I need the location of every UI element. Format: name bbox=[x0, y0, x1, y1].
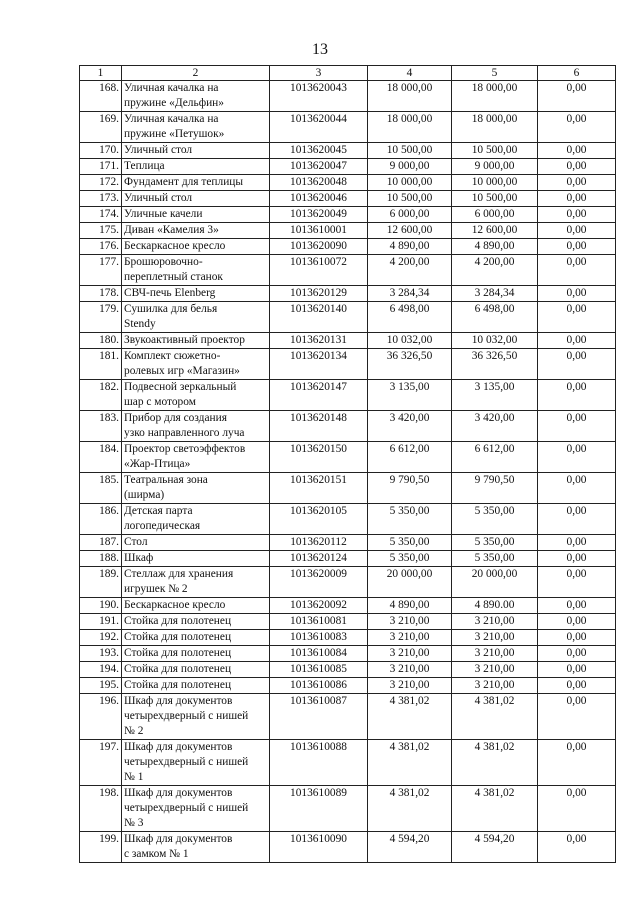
row-number: 175. bbox=[80, 223, 122, 239]
balance-value: 4 381,02 bbox=[368, 786, 452, 832]
item-name-line: Стеллаж для хранения bbox=[124, 568, 234, 580]
item-name bbox=[122, 614, 270, 630]
residual-value: 0,00 bbox=[538, 239, 616, 255]
balance-value: 10 032,00 bbox=[368, 333, 452, 349]
item-name-line: Уличные качели bbox=[124, 208, 203, 220]
item-name-line: № 3 bbox=[124, 817, 144, 829]
column-number-1: 1 bbox=[80, 66, 122, 81]
inventory-code: 1013610001 bbox=[270, 223, 368, 239]
item-name bbox=[122, 333, 270, 349]
table-row bbox=[80, 678, 616, 694]
item-name-line: Звукоактивный проектор bbox=[124, 334, 245, 346]
balance-value: 3 135,00 bbox=[368, 380, 452, 411]
item-name-line: пружине «Дельфин» bbox=[124, 97, 224, 109]
item-name-line: Шкаф для документов bbox=[124, 833, 233, 845]
balance-value: 5 350,00 bbox=[368, 504, 452, 535]
balance-value: 18 000,00 bbox=[368, 81, 452, 112]
inventory-code: 1013620151 bbox=[270, 473, 368, 504]
item-name bbox=[122, 223, 270, 239]
inventory-code: 1013610089 bbox=[270, 786, 368, 832]
row-number: 191. bbox=[80, 614, 122, 630]
item-name-line: переплетный станок bbox=[124, 271, 223, 283]
item-name-line: Подвесной зеркальный bbox=[124, 381, 237, 393]
row-number: 178. bbox=[80, 286, 122, 302]
item-name-line: Уличный стол bbox=[124, 192, 193, 204]
item-name-line: Прибор для создания bbox=[124, 412, 227, 424]
balance-value: 5 350,00 bbox=[368, 535, 452, 551]
item-name-line: СВЧ-печь Elenberg bbox=[124, 287, 216, 299]
residual-value: 0,00 bbox=[538, 333, 616, 349]
balance-value: 10 500,00 bbox=[368, 191, 452, 207]
item-name-line: Бескаркасное кресло bbox=[124, 599, 226, 611]
depreciation-value: 6 612,00 bbox=[452, 442, 538, 473]
balance-value: 5 350,00 bbox=[368, 551, 452, 567]
item-name-line: Стойка для полотенец bbox=[124, 663, 232, 675]
balance-value: 36 326,50 bbox=[368, 349, 452, 380]
depreciation-value: 5 350,00 bbox=[452, 535, 538, 551]
inventory-code: 1013620148 bbox=[270, 411, 368, 442]
depreciation-value: 10 500,00 bbox=[452, 143, 538, 159]
item-name-line: (ширма) bbox=[124, 489, 165, 501]
balance-value: 9 000,00 bbox=[368, 159, 452, 175]
table-row bbox=[80, 191, 616, 207]
item-name bbox=[122, 567, 270, 598]
residual-value: 0,00 bbox=[538, 598, 616, 614]
row-number: 180. bbox=[80, 333, 122, 349]
table-row bbox=[80, 175, 616, 191]
inventory-code: 1013620112 bbox=[270, 535, 368, 551]
residual-value: 0,00 bbox=[538, 442, 616, 473]
table-row bbox=[80, 286, 616, 302]
item-name-line: Стойка для полотенец bbox=[124, 679, 232, 691]
depreciation-value: 3 210,00 bbox=[452, 630, 538, 646]
balance-value: 4 890,00 bbox=[368, 598, 452, 614]
item-name-line: Уличная качалка на bbox=[124, 82, 219, 94]
item-name-line: четырехдверный с нишей bbox=[124, 756, 249, 768]
balance-value: 3 210,00 bbox=[368, 630, 452, 646]
item-name bbox=[122, 551, 270, 567]
residual-value: 0,00 bbox=[538, 646, 616, 662]
column-number-2: 2 bbox=[122, 66, 270, 81]
item-name bbox=[122, 662, 270, 678]
item-name bbox=[122, 302, 270, 333]
table-row bbox=[80, 662, 616, 678]
depreciation-value: 3 210,00 bbox=[452, 614, 538, 630]
depreciation-value: 10 000,00 bbox=[452, 175, 538, 191]
depreciation-value: 5 350,00 bbox=[452, 551, 538, 567]
row-number: 189. bbox=[80, 567, 122, 598]
residual-value: 0,00 bbox=[538, 81, 616, 112]
item-name bbox=[122, 81, 270, 112]
row-number: 199. bbox=[80, 832, 122, 863]
inventory-code: 1013610090 bbox=[270, 832, 368, 863]
inventory-code: 1013610086 bbox=[270, 678, 368, 694]
balance-value: 3 210,00 bbox=[368, 646, 452, 662]
item-name bbox=[122, 473, 270, 504]
inventory-code: 1013620009 bbox=[270, 567, 368, 598]
residual-value: 0,00 bbox=[538, 551, 616, 567]
balance-value: 4 381,02 bbox=[368, 740, 452, 786]
item-name-line: Комплект сюжетно- bbox=[124, 350, 221, 362]
inventory-code: 1013620047 bbox=[270, 159, 368, 175]
depreciation-value: 4 890,00 bbox=[452, 239, 538, 255]
depreciation-value: 5 350,00 bbox=[452, 504, 538, 535]
item-name-line: Stendy bbox=[124, 318, 156, 330]
depreciation-value: 18 000,00 bbox=[452, 81, 538, 112]
item-name-line: Стол bbox=[124, 536, 148, 548]
item-name-line: игрушек № 2 bbox=[124, 583, 188, 595]
depreciation-value: 12 600,00 bbox=[452, 223, 538, 239]
inventory-code: 1013610088 bbox=[270, 740, 368, 786]
row-number: 171. bbox=[80, 159, 122, 175]
depreciation-value: 9 000,00 bbox=[452, 159, 538, 175]
depreciation-value: 3 135,00 bbox=[452, 380, 538, 411]
item-name bbox=[122, 286, 270, 302]
residual-value: 0,00 bbox=[538, 567, 616, 598]
table-row bbox=[80, 207, 616, 223]
row-number: 170. bbox=[80, 143, 122, 159]
depreciation-value: 10 500,00 bbox=[452, 191, 538, 207]
residual-value: 0,00 bbox=[538, 786, 616, 832]
balance-value: 3 210,00 bbox=[368, 614, 452, 630]
column-number-5: 5 bbox=[452, 66, 538, 81]
item-name bbox=[122, 504, 270, 535]
balance-value: 6 498,00 bbox=[368, 302, 452, 333]
balance-value: 3 420,00 bbox=[368, 411, 452, 442]
item-name bbox=[122, 175, 270, 191]
item-name-line: Сушилка для белья bbox=[124, 303, 218, 315]
balance-value: 20 000,00 bbox=[368, 567, 452, 598]
row-number: 174. bbox=[80, 207, 122, 223]
item-name bbox=[122, 740, 270, 786]
table-row bbox=[80, 646, 616, 662]
item-name-line: «Жар-Птица» bbox=[124, 458, 191, 470]
depreciation-value: 20 000,00 bbox=[452, 567, 538, 598]
row-number: 168. bbox=[80, 81, 122, 112]
residual-value: 0,00 bbox=[538, 255, 616, 286]
item-name-line: № 2 bbox=[124, 725, 144, 737]
item-name-line: Фундамент для теплицы bbox=[124, 176, 244, 188]
item-name bbox=[122, 442, 270, 473]
item-name bbox=[122, 694, 270, 740]
inventory-table bbox=[79, 65, 616, 863]
row-number: 169. bbox=[80, 112, 122, 143]
row-number: 181. bbox=[80, 349, 122, 380]
balance-value: 18 000,00 bbox=[368, 112, 452, 143]
item-name bbox=[122, 535, 270, 551]
item-name-line: Театральная зона bbox=[124, 474, 208, 486]
row-number: 190. bbox=[80, 598, 122, 614]
inventory-code: 1013620124 bbox=[270, 551, 368, 567]
inventory-code: 1013620105 bbox=[270, 504, 368, 535]
column-number-row bbox=[80, 66, 616, 81]
row-number: 194. bbox=[80, 662, 122, 678]
item-name bbox=[122, 255, 270, 286]
column-number-6: 6 bbox=[538, 66, 616, 81]
depreciation-value: 36 326,50 bbox=[452, 349, 538, 380]
inventory-code: 1013620131 bbox=[270, 333, 368, 349]
column-number-4: 4 bbox=[368, 66, 452, 81]
item-name bbox=[122, 191, 270, 207]
depreciation-value: 4 890.00 bbox=[452, 598, 538, 614]
item-name bbox=[122, 143, 270, 159]
table-row bbox=[80, 442, 616, 473]
residual-value: 0,00 bbox=[538, 286, 616, 302]
depreciation-value: 3 420,00 bbox=[452, 411, 538, 442]
row-number: 192. bbox=[80, 630, 122, 646]
item-name bbox=[122, 678, 270, 694]
depreciation-value: 4 594,20 bbox=[452, 832, 538, 863]
depreciation-value: 4 381,02 bbox=[452, 786, 538, 832]
table-row bbox=[80, 567, 616, 598]
balance-value: 12 600,00 bbox=[368, 223, 452, 239]
item-name-line: Стойка для полотенец bbox=[124, 631, 232, 643]
inventory-code: 1013620044 bbox=[270, 112, 368, 143]
balance-value: 6 612,00 bbox=[368, 442, 452, 473]
residual-value: 0,00 bbox=[538, 159, 616, 175]
inventory-code: 1013610083 bbox=[270, 630, 368, 646]
residual-value: 0,00 bbox=[538, 207, 616, 223]
inventory-code: 1013610087 bbox=[270, 694, 368, 740]
item-name-line: Детская парта bbox=[124, 505, 193, 517]
residual-value: 0,00 bbox=[538, 504, 616, 535]
item-name-line: четырехдверный с нишей bbox=[124, 802, 249, 814]
depreciation-value: 3 284,34 bbox=[452, 286, 538, 302]
inventory-code: 1013610084 bbox=[270, 646, 368, 662]
balance-value: 4 200,00 bbox=[368, 255, 452, 286]
inventory-code: 1013620090 bbox=[270, 239, 368, 255]
table-row bbox=[80, 223, 616, 239]
row-number: 185. bbox=[80, 473, 122, 504]
inventory-code: 1013620046 bbox=[270, 191, 368, 207]
balance-value: 10 500,00 bbox=[368, 143, 452, 159]
item-name bbox=[122, 207, 270, 223]
row-number: 183. bbox=[80, 411, 122, 442]
item-name-line: шар с мотором bbox=[124, 396, 196, 408]
balance-value: 4 381,02 bbox=[368, 694, 452, 740]
table-row bbox=[80, 112, 616, 143]
residual-value: 0,00 bbox=[538, 694, 616, 740]
item-name-line: узко направленного луча bbox=[124, 427, 245, 439]
balance-value: 10 000,00 bbox=[368, 175, 452, 191]
table-row bbox=[80, 694, 616, 740]
page-number: 13 bbox=[312, 41, 328, 58]
row-number: 182. bbox=[80, 380, 122, 411]
residual-value: 0,00 bbox=[538, 832, 616, 863]
item-name-line: Шкаф для документов bbox=[124, 787, 233, 799]
table-row bbox=[80, 630, 616, 646]
balance-value: 3 284,34 bbox=[368, 286, 452, 302]
balance-value: 3 210,00 bbox=[368, 678, 452, 694]
item-name bbox=[122, 349, 270, 380]
row-number: 195. bbox=[80, 678, 122, 694]
inventory-code: 1013620147 bbox=[270, 380, 368, 411]
item-name-line: Шкаф для документов bbox=[124, 741, 233, 753]
item-name bbox=[122, 411, 270, 442]
item-name-line: Шкаф для документов bbox=[124, 695, 233, 707]
item-name bbox=[122, 380, 270, 411]
row-number: 187. bbox=[80, 535, 122, 551]
depreciation-value: 6 498,00 bbox=[452, 302, 538, 333]
row-number: 179. bbox=[80, 302, 122, 333]
inventory-code: 1013610072 bbox=[270, 255, 368, 286]
item-name-line: Теплица bbox=[124, 160, 165, 172]
row-number: 197. bbox=[80, 740, 122, 786]
row-number: 198. bbox=[80, 786, 122, 832]
inventory-code: 1013620048 bbox=[270, 175, 368, 191]
depreciation-value: 9 790,50 bbox=[452, 473, 538, 504]
table-row bbox=[80, 349, 616, 380]
table-row bbox=[80, 473, 616, 504]
residual-value: 0,00 bbox=[538, 223, 616, 239]
row-number: 184. bbox=[80, 442, 122, 473]
table-row bbox=[80, 740, 616, 786]
table-row bbox=[80, 302, 616, 333]
table-row bbox=[80, 598, 616, 614]
item-name-line: Уличный стол bbox=[124, 144, 193, 156]
table-row bbox=[80, 159, 616, 175]
item-name bbox=[122, 646, 270, 662]
inventory-code: 1013610081 bbox=[270, 614, 368, 630]
table-row bbox=[80, 239, 616, 255]
residual-value: 0,00 bbox=[538, 662, 616, 678]
inventory-code: 1013620134 bbox=[270, 349, 368, 380]
row-number: 186. bbox=[80, 504, 122, 535]
residual-value: 0,00 bbox=[538, 380, 616, 411]
item-name-line: ролевых игр «Магазин» bbox=[124, 365, 240, 377]
inventory-code: 1013620140 bbox=[270, 302, 368, 333]
item-name bbox=[122, 159, 270, 175]
table-row bbox=[80, 81, 616, 112]
row-number: 177. bbox=[80, 255, 122, 286]
residual-value: 0,00 bbox=[538, 411, 616, 442]
residual-value: 0,00 bbox=[538, 535, 616, 551]
row-number: 196. bbox=[80, 694, 122, 740]
item-name-line: четырехдверный с нишей bbox=[124, 710, 249, 722]
table-row bbox=[80, 504, 616, 535]
row-number: 188. bbox=[80, 551, 122, 567]
item-name-line: Диван «Камелия 3» bbox=[124, 224, 219, 236]
depreciation-value: 3 210,00 bbox=[452, 646, 538, 662]
item-name-line: Бескаркасное кресло bbox=[124, 240, 226, 252]
residual-value: 0,00 bbox=[538, 614, 616, 630]
balance-value: 4 594,20 bbox=[368, 832, 452, 863]
table-row bbox=[80, 143, 616, 159]
row-number: 176. bbox=[80, 239, 122, 255]
residual-value: 0,00 bbox=[538, 191, 616, 207]
inventory-code: 1013620129 bbox=[270, 286, 368, 302]
residual-value: 0,00 bbox=[538, 630, 616, 646]
item-name bbox=[122, 239, 270, 255]
table-row bbox=[80, 333, 616, 349]
balance-value: 4 890,00 bbox=[368, 239, 452, 255]
item-name-line: с замком № 1 bbox=[124, 848, 189, 860]
item-name-line: № 1 bbox=[124, 771, 144, 783]
residual-value: 0,00 bbox=[538, 678, 616, 694]
inventory-table-body bbox=[80, 66, 616, 863]
row-number: 173. bbox=[80, 191, 122, 207]
inventory-code: 1013620049 bbox=[270, 207, 368, 223]
table-row bbox=[80, 411, 616, 442]
residual-value: 0,00 bbox=[538, 740, 616, 786]
inventory-code: 1013610085 bbox=[270, 662, 368, 678]
depreciation-value: 6 000,00 bbox=[452, 207, 538, 223]
item-name-line: Брошюровочно- bbox=[124, 256, 203, 268]
item-name bbox=[122, 598, 270, 614]
table-row bbox=[80, 614, 616, 630]
depreciation-value: 4 381,02 bbox=[452, 740, 538, 786]
inventory-code: 1013620045 bbox=[270, 143, 368, 159]
item-name bbox=[122, 630, 270, 646]
balance-value: 6 000,00 bbox=[368, 207, 452, 223]
table-row bbox=[80, 535, 616, 551]
depreciation-value: 18 000,00 bbox=[452, 112, 538, 143]
item-name-line: Стойка для полотенец bbox=[124, 615, 232, 627]
table-row bbox=[80, 380, 616, 411]
table-row bbox=[80, 832, 616, 863]
depreciation-value: 4 381,02 bbox=[452, 694, 538, 740]
depreciation-value: 4 200,00 bbox=[452, 255, 538, 286]
row-number: 172. bbox=[80, 175, 122, 191]
residual-value: 0,00 bbox=[538, 473, 616, 504]
item-name-line: Стойка для полотенец bbox=[124, 647, 232, 659]
residual-value: 0,00 bbox=[538, 143, 616, 159]
depreciation-value: 10 032,00 bbox=[452, 333, 538, 349]
row-number: 193. bbox=[80, 646, 122, 662]
inventory-code: 1013620092 bbox=[270, 598, 368, 614]
residual-value: 0,00 bbox=[538, 112, 616, 143]
item-name bbox=[122, 832, 270, 863]
residual-value: 0,00 bbox=[538, 349, 616, 380]
balance-value: 3 210,00 bbox=[368, 662, 452, 678]
item-name bbox=[122, 786, 270, 832]
residual-value: 0,00 bbox=[538, 175, 616, 191]
residual-value: 0,00 bbox=[538, 302, 616, 333]
item-name-line: Шкаф bbox=[124, 552, 154, 564]
item-name-line: Уличная качалка на bbox=[124, 113, 219, 125]
table-row bbox=[80, 786, 616, 832]
depreciation-value: 3 210,00 bbox=[452, 678, 538, 694]
item-name bbox=[122, 112, 270, 143]
table-row bbox=[80, 255, 616, 286]
inventory-code: 1013620043 bbox=[270, 81, 368, 112]
item-name-line: логопедическая bbox=[124, 520, 201, 532]
inventory-code: 1013620150 bbox=[270, 442, 368, 473]
column-number-3: 3 bbox=[270, 66, 368, 81]
item-name-line: пружине «Петушок» bbox=[124, 128, 225, 140]
table-row bbox=[80, 551, 616, 567]
balance-value: 9 790,50 bbox=[368, 473, 452, 504]
item-name-line: Проектор светоэффектов bbox=[124, 443, 246, 455]
depreciation-value: 3 210,00 bbox=[452, 662, 538, 678]
